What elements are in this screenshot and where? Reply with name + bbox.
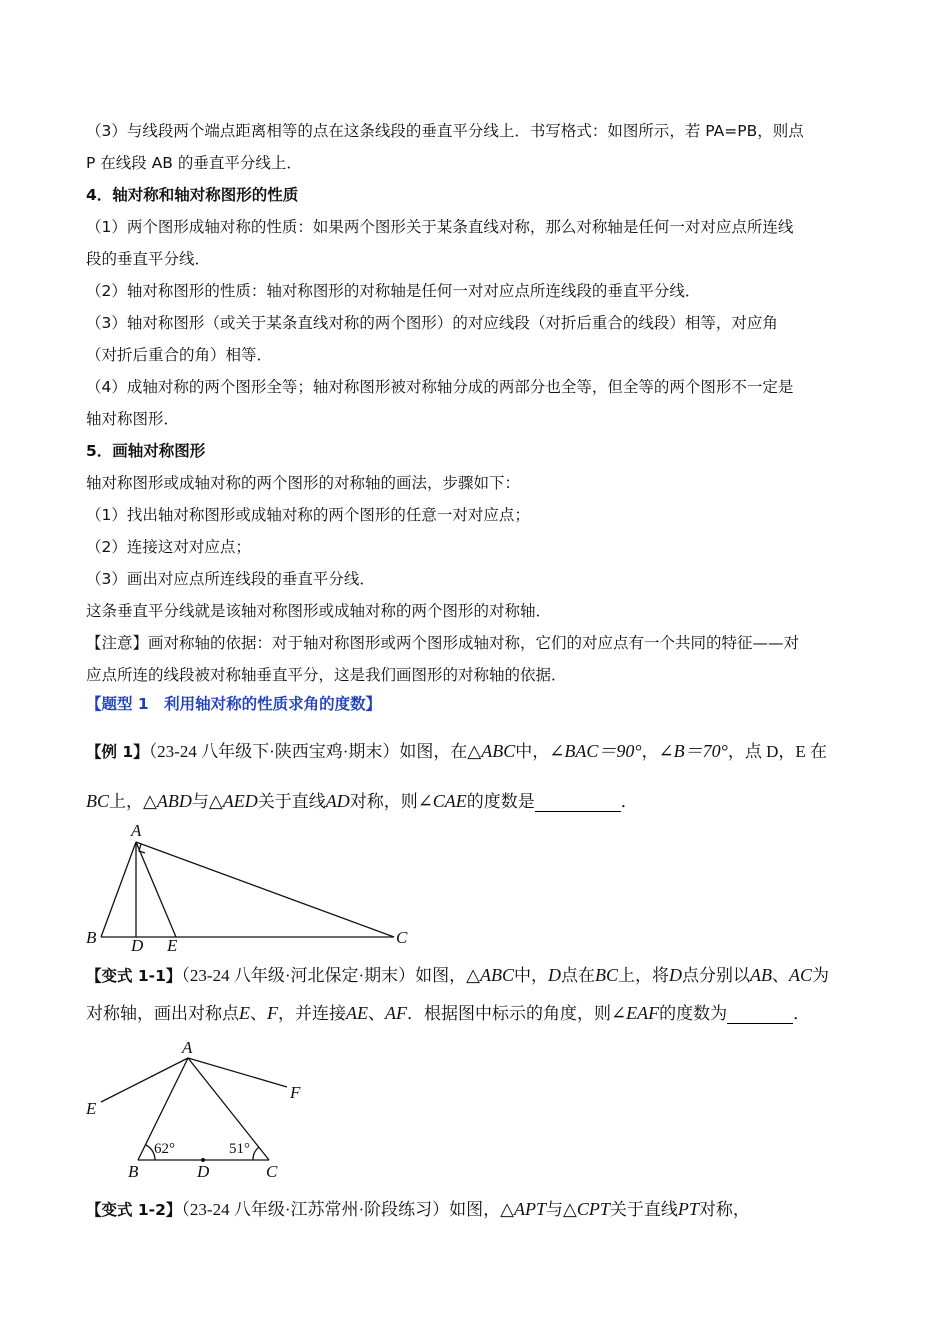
- text-span: 对称，: [698, 1200, 750, 1219]
- section-heading: 4．轴对称和轴对称图形的性质: [86, 186, 299, 204]
- note-line: 【注意】画对称轴的依据：对于轴对称图形或两个图形成轴对称，它们的对应点有一个共同的特征——对: [86, 634, 800, 652]
- math-segment: AC: [789, 965, 813, 985]
- text-span: 关于直线: [257, 792, 326, 811]
- text-line: （3）与线段两个端点距离相等的点在这条线段的垂直平分线上．书写格式：如图所示，若 PA=PB，则点: [86, 122, 804, 140]
- label-a: A: [182, 1038, 193, 1057]
- text-span: 、: [368, 1004, 385, 1023]
- text-span: ．: [793, 1004, 811, 1023]
- math-point: D: [669, 965, 682, 985]
- math-triangle: △ABC: [467, 741, 516, 761]
- text-span: 与: [545, 1200, 563, 1219]
- text-span: 与: [191, 792, 209, 811]
- math-angle: ∠EAF: [611, 1003, 660, 1023]
- math-triangle: △ABC: [466, 965, 514, 985]
- text-span: 、: [772, 966, 789, 985]
- note-line: 应点所连的线段被对称轴垂直平分，这是我们画图形的对称轴的依据．: [86, 666, 567, 684]
- text-span: 上，将: [618, 966, 669, 985]
- math-segment: AE: [346, 1003, 368, 1023]
- text-span: 为: [812, 966, 830, 985]
- text-line: （对折后重合的角）相等．: [86, 346, 273, 364]
- math-point: D: [547, 965, 561, 985]
- label-c: C: [266, 1162, 278, 1181]
- text-span: ，并连接: [278, 1004, 346, 1023]
- math-point: E: [239, 1003, 250, 1023]
- text-line: （2）连接这对对应点；: [86, 538, 251, 556]
- text-line: 轴对称图形．: [86, 410, 180, 428]
- text-span: 对称，则: [349, 792, 418, 811]
- math-triangle: △CPT: [562, 1199, 610, 1219]
- figure1-triangle: [101, 842, 394, 937]
- label-b: B: [86, 928, 97, 947]
- text-line: （1）两个图形成轴对称的性质：如果两个图形关于某条直线对称，那么对称轴是任何一对对应点所连线: [86, 218, 794, 236]
- text-line: （3）画出对应点所连线段的垂直平分线．: [86, 570, 375, 588]
- label-c: C: [396, 928, 408, 947]
- text-line: P 在线段 AB 的垂直平分线上．: [86, 154, 302, 172]
- text-span: 点分别以: [682, 966, 750, 985]
- label-d: D: [131, 936, 144, 955]
- text-span: 的度数是: [466, 792, 535, 811]
- example-source: （23-24 八年级下·陕西宝鸡·期末）如图，在: [148, 742, 468, 761]
- text-span: 点在: [560, 966, 595, 985]
- text-span: ．根据图中标示的角度，则: [407, 1004, 611, 1023]
- text-line: 段的垂直平分线．: [86, 250, 211, 268]
- label-d: D: [197, 1162, 210, 1181]
- label-e: E: [167, 936, 178, 955]
- text-span: 上，: [109, 792, 144, 811]
- segment-ae: [136, 842, 176, 937]
- math-segment: AB: [750, 965, 772, 985]
- text-span: 的度数为: [659, 1004, 728, 1023]
- math-segment: BC: [594, 965, 618, 985]
- text-line: 这条垂直平分线就是该轴对称图形或成轴对称的两个图形的对称轴．: [86, 602, 552, 620]
- segment-af: [188, 1058, 287, 1087]
- text-span: ，: [641, 742, 659, 761]
- segment-ae: [101, 1058, 188, 1102]
- variant-source: （23-24 八年级·河北保定·期末）如图，: [181, 966, 467, 985]
- math-angle: ∠B＝70°: [658, 741, 728, 761]
- math-point: F: [267, 1003, 278, 1023]
- type-heading: 【题型 1 利用轴对称的性质求角的度数】: [86, 695, 382, 713]
- math-triangle: △APT: [500, 1199, 546, 1219]
- math-angle: ∠CAE: [417, 791, 467, 811]
- math-segment: AF: [385, 1003, 407, 1023]
- segment-ab: [101, 842, 136, 937]
- math-triangle: △AED: [208, 791, 258, 811]
- math-angle: ∠BAC＝90°: [549, 741, 642, 761]
- label-b: B: [128, 1162, 139, 1181]
- label-f: F: [290, 1083, 301, 1102]
- text-line: （1）找出轴对称图形或成轴对称的两个图形的任意一对对应点；: [86, 506, 530, 524]
- text-span: 关于直线: [609, 1200, 678, 1219]
- text-span: 中，: [515, 742, 550, 761]
- math-segment: BC: [86, 791, 110, 811]
- text-line: （4）成轴对称的两个图形全等；轴对称图形被对称轴分成的两部分也全等，但全等的两个图形不一定是: [86, 378, 794, 396]
- section-heading: 5．画轴对称图形: [86, 442, 206, 460]
- angle-arc-c: [253, 1147, 259, 1160]
- angle-label-b: 62°: [154, 1141, 175, 1157]
- text-line: （2）轴对称图形的性质：轴对称图形的对称轴是任何一对对应点所连线段的垂直平分线．: [86, 282, 701, 300]
- example-bracket: 【例 1】: [86, 743, 149, 761]
- figure2-triangle: [101, 1058, 287, 1160]
- math-segment: AD: [325, 791, 350, 811]
- text-span: ，点 D，E 在: [727, 742, 827, 761]
- math-segment: PT: [677, 1199, 699, 1219]
- text-span: 、: [250, 1004, 267, 1023]
- label-e: E: [86, 1099, 97, 1118]
- math-triangle: △ABD: [143, 791, 192, 811]
- angle-label-c: 51°: [229, 1141, 250, 1157]
- text-span: 中，: [513, 966, 548, 985]
- label-a: A: [131, 821, 142, 840]
- variant-bracket: 【变式 1-2】: [86, 1201, 182, 1219]
- text-span: 对称轴，画出对称点: [86, 1004, 239, 1023]
- segment-ac: [136, 842, 394, 937]
- text-line: （3）轴对称图形（或关于某条直线对称的两个图形）的对应线段（对折后重合的线段）相等，对应角: [86, 314, 778, 332]
- variant-source: （23-24 八年级·江苏常州·阶段练习）如图，: [181, 1200, 501, 1219]
- text-line: 轴对称图形或成轴对称的两个图形的对称轴的画法，步骤如下：: [86, 474, 521, 492]
- text-span: ．: [620, 792, 638, 811]
- variant-bracket: 【变式 1-1】: [86, 967, 182, 985]
